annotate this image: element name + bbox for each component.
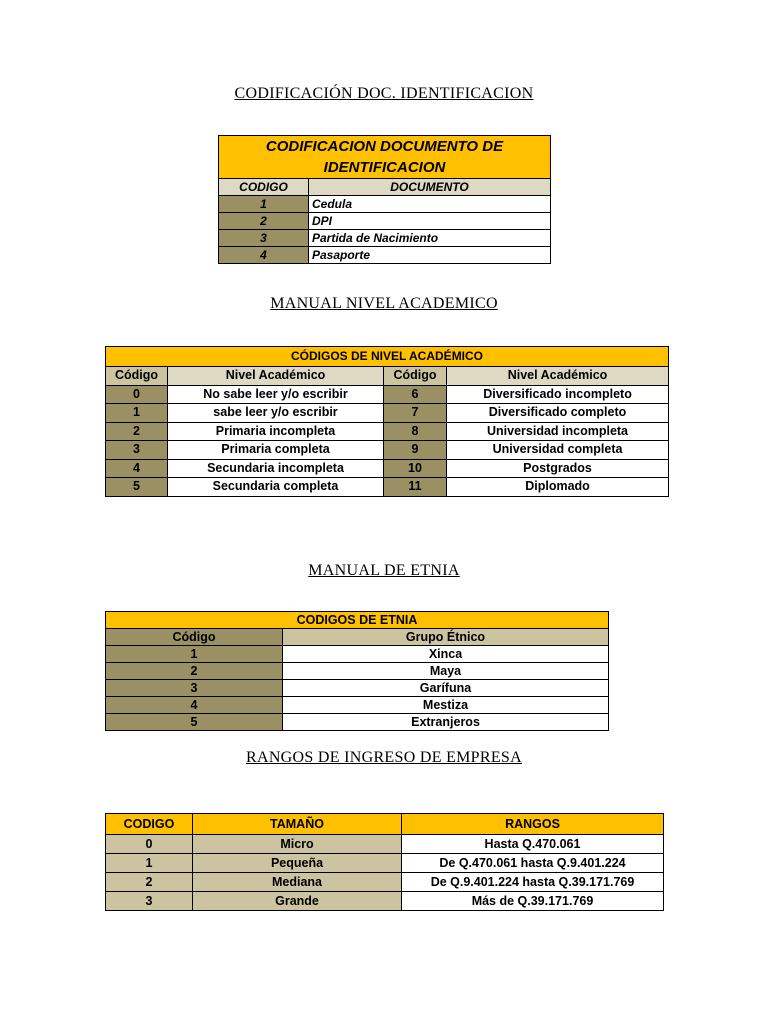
ingreso-size: Mediana [193,873,402,892]
etnia-group: Garífuna [283,680,609,697]
table-row [106,892,664,911]
ingreso-size: Pequeña [193,854,402,873]
doc-code: 1 [219,196,309,213]
table-row [106,854,664,873]
acad-level: No sabe leer y/o escribir [168,385,384,404]
heading-rangos-ingreso: RANGOS DE INGRESO DE EMPRESA [246,749,522,766]
acad-code: 6 [384,385,447,404]
ingreso-range: Más de Q.39.171.769 [402,892,664,911]
doc-code: 4 [219,247,309,264]
acad-level: Primaria incompleta [168,422,384,441]
acad-col-level: Nivel Académico [168,367,384,386]
table-row [106,663,609,680]
etnia-code: 4 [106,697,283,714]
acad-level: Diversificado completo [447,404,669,423]
acad-code: 0 [106,385,168,404]
ethnicity-table [105,611,609,731]
acad-code: 3 [106,441,168,460]
etnia-table-title: CODIGOS DE ETNIA [106,612,609,629]
ingreso-range: Hasta Q.470.061 [402,835,664,854]
table-row [106,835,664,854]
income-range-table [105,813,664,911]
doc-code: 2 [219,213,309,230]
etnia-col-code: Código [106,629,283,646]
acad-code: 7 [384,404,447,423]
doc-name: DPI [309,213,551,230]
table-row [106,459,669,478]
table-row [106,873,664,892]
heading-nivel-academico: MANUAL NIVEL ACADEMICO [270,295,498,312]
etnia-group: Maya [283,663,609,680]
acad-col-code: Código [106,367,168,386]
table-row [219,196,551,213]
doc-identification-table [218,135,551,264]
table-row [106,385,669,404]
ingreso-code: 3 [106,892,193,911]
table-row [106,478,669,497]
acad-level: Postgrados [447,459,669,478]
doc-code: 3 [219,230,309,247]
acad-level: Diversificado incompleto [447,385,669,404]
acad-code: 4 [106,459,168,478]
acad-code: 8 [384,422,447,441]
doc-col-code: CODIGO [219,179,309,196]
academic-level-table [105,346,669,497]
ingreso-code: 2 [106,873,193,892]
doc-name: Pasaporte [309,247,551,264]
ingreso-size: Micro [193,835,402,854]
acad-col-code: Código [384,367,447,386]
acad-code: 2 [106,422,168,441]
ingreso-range: De Q.9.401.224 hasta Q.39.171.769 [402,873,664,892]
acad-level: Secundaria completa [168,478,384,497]
etnia-code: 5 [106,714,283,731]
table-row [106,422,669,441]
ingreso-code: 1 [106,854,193,873]
table-row [219,230,551,247]
ingreso-col-range: RANGOS [402,814,664,835]
doc-col-document: DOCUMENTO [309,179,551,196]
etnia-group: Extranjeros [283,714,609,731]
heading-doc-identificacion: CODIFICACIÓN DOC. IDENTIFICACION [234,85,534,102]
etnia-code: 1 [106,646,283,663]
etnia-group: Xinca [283,646,609,663]
etnia-col-group: Grupo Étnico [283,629,609,646]
doc-name: Partida de Nacimiento [309,230,551,247]
table-row [106,714,609,731]
acad-code: 5 [106,478,168,497]
table-row [106,404,669,423]
acad-level: Primaria completa [168,441,384,460]
acad-level: Secundaria incompleta [168,459,384,478]
etnia-group: Mestiza [283,697,609,714]
doc-table-title: CODIFICACION DOCUMENTO DE IDENTIFICACION [219,136,551,179]
doc-name: Cedula [309,196,551,213]
acad-level: sabe leer y/o escribir [168,404,384,423]
ingreso-size: Grande [193,892,402,911]
ingreso-code: 0 [106,835,193,854]
acad-code: 11 [384,478,447,497]
acad-table-title: CÓDIGOS DE NIVEL ACADÉMICO [106,347,669,367]
acad-level: Universidad completa [447,441,669,460]
table-row [106,680,609,697]
acad-level: Diplomado [447,478,669,497]
table-row [106,646,609,663]
table-row [219,247,551,264]
table-row [106,697,609,714]
etnia-code: 3 [106,680,283,697]
table-row [106,441,669,460]
acad-code: 10 [384,459,447,478]
ingreso-col-code: CODIGO [106,814,193,835]
acad-code: 1 [106,404,168,423]
ingreso-range: De Q.470.061 hasta Q.9.401.224 [402,854,664,873]
ingreso-col-size: TAMAÑO [193,814,402,835]
acad-code: 9 [384,441,447,460]
etnia-code: 2 [106,663,283,680]
heading-etnia: MANUAL DE ETNIA [308,562,460,579]
acad-col-level: Nivel Académico [447,367,669,386]
acad-level: Universidad incompleta [447,422,669,441]
table-row [219,213,551,230]
